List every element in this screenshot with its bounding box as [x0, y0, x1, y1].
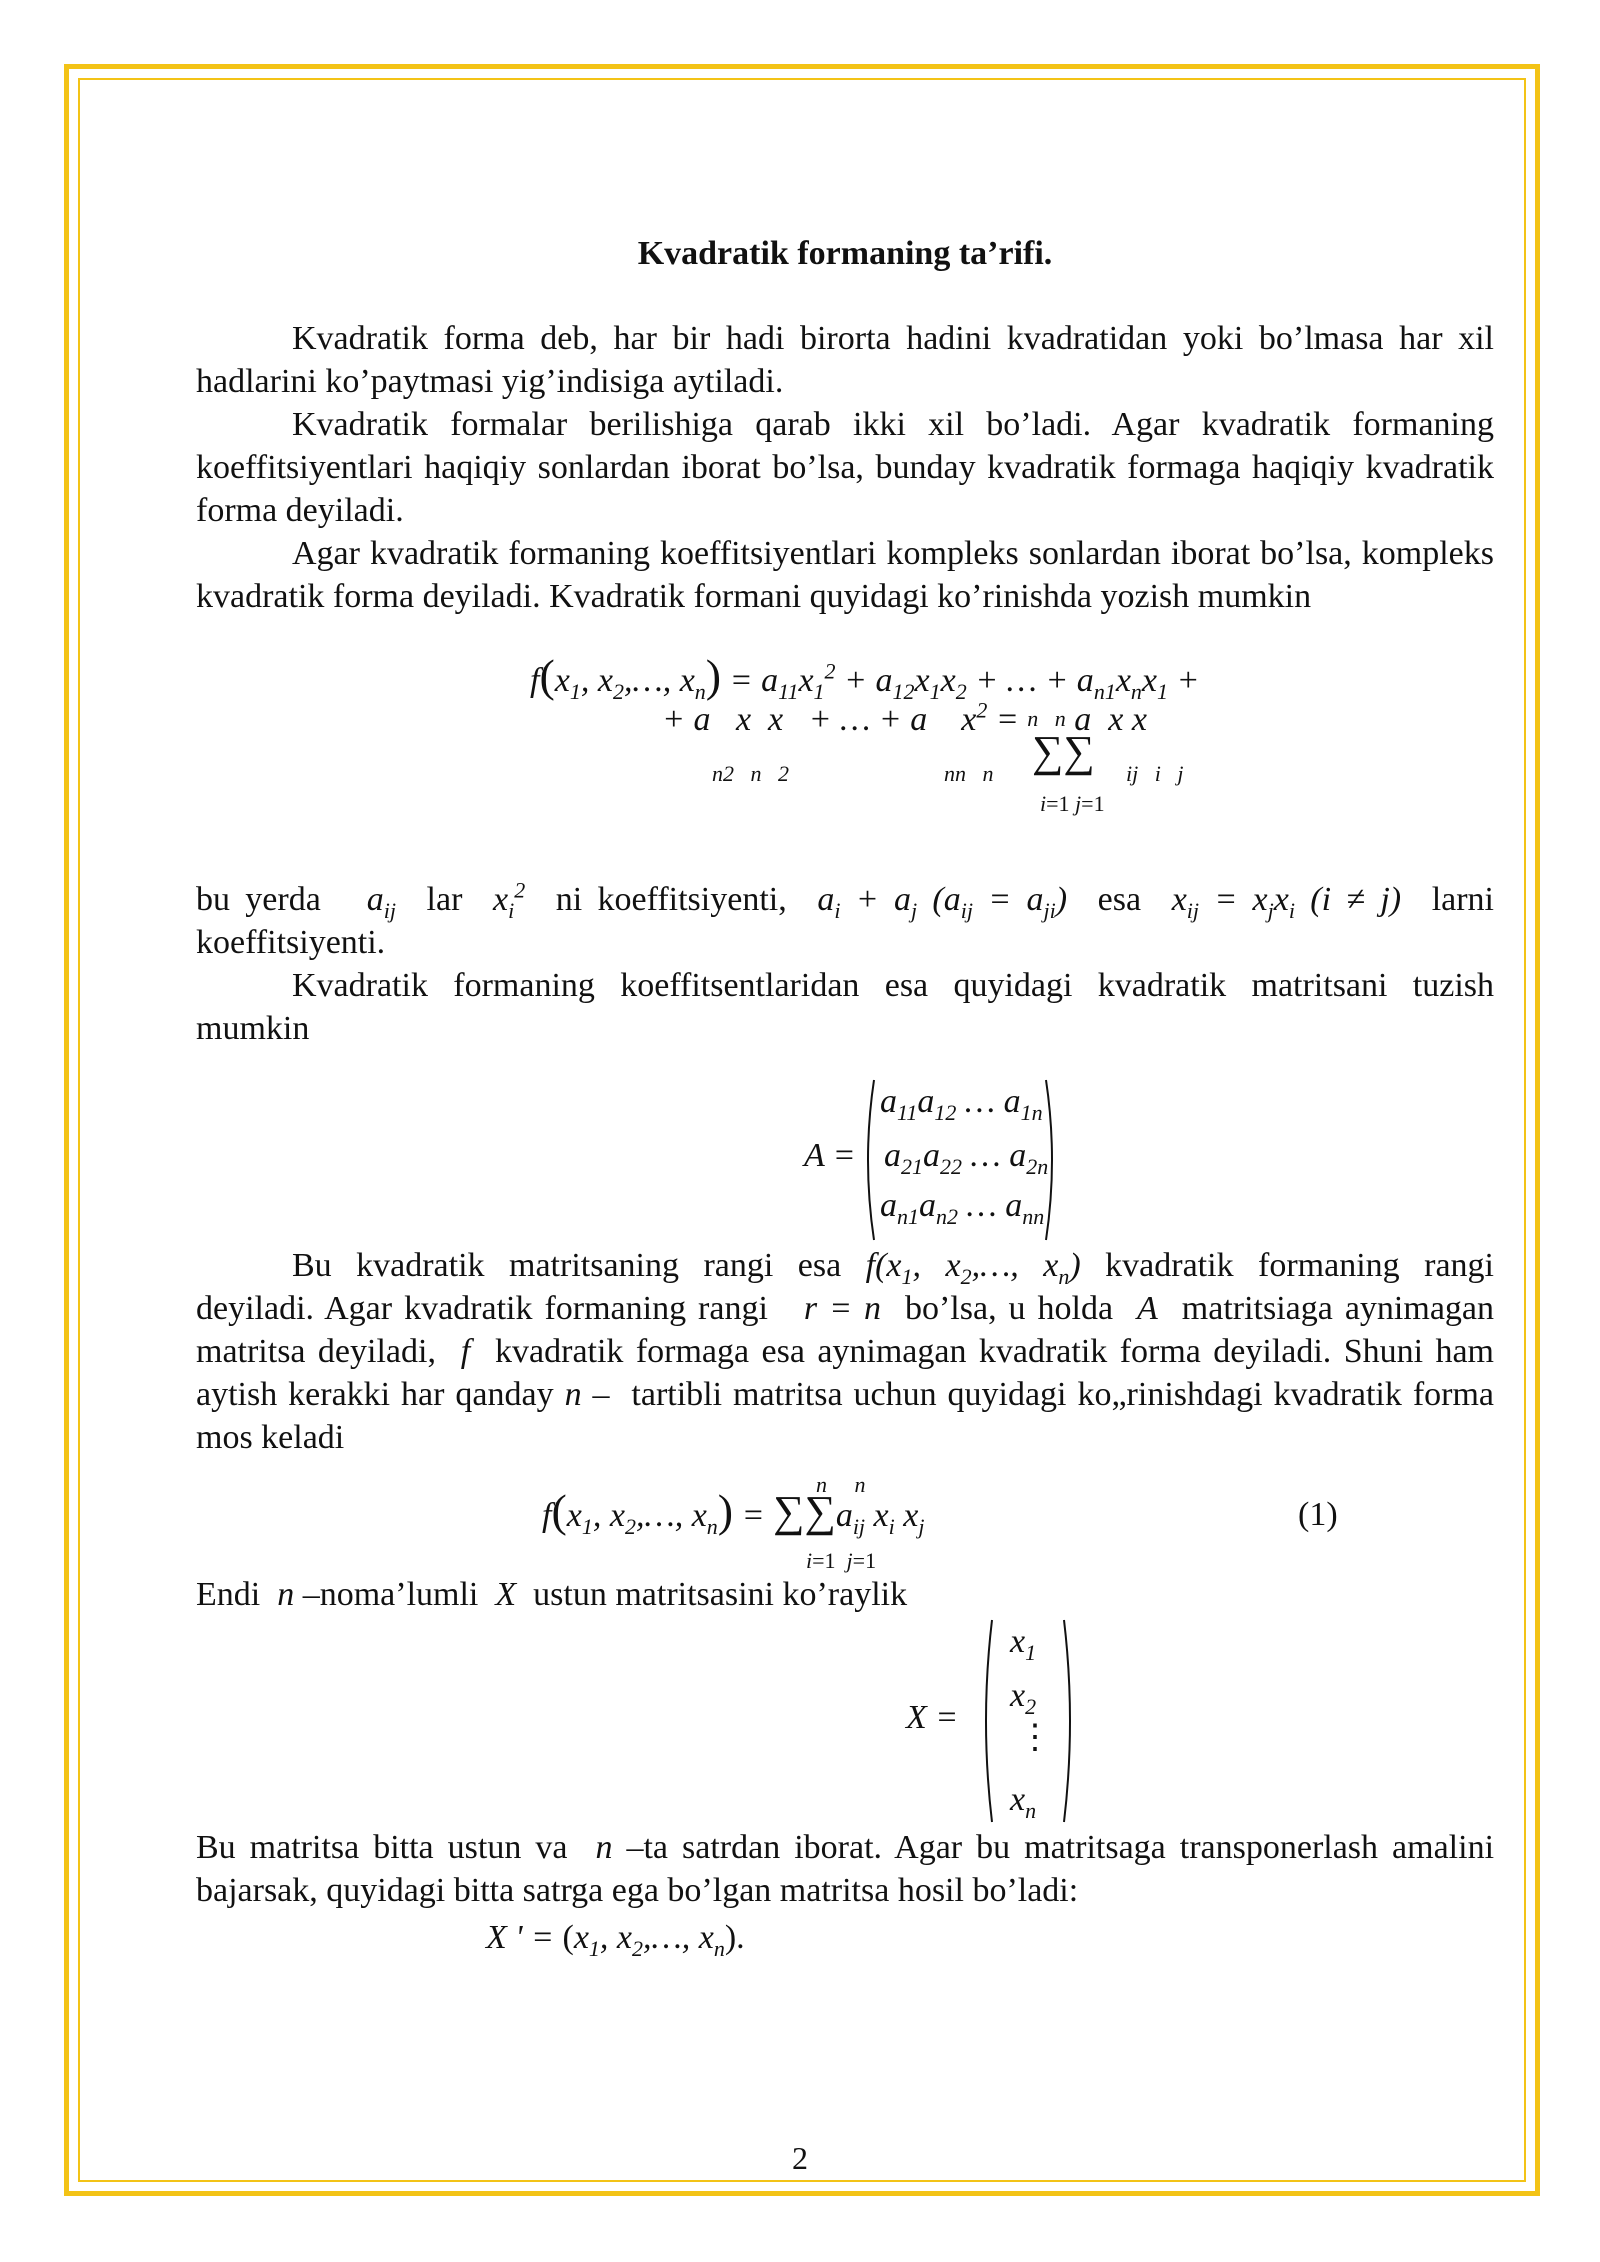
paragraph-nondegenerate: deyiladi. Agar kvadratik formaning rangi r = n bo’lsa, u holda A matritsiaga aynimagan matritsa deyiladi, f kvadratik formaga esa aynimagan kvadratik forma deyiladi. Shuni ham aytish kerakki har qanday n – tartibli matritsa uchun quyidagi ko„rinishdagi kvadratik forma mos keladi	[196, 1290, 1495, 1456]
paragraph-definition: Kvadratik forma deb, har bir hadi birorta hadini kvadratidan yoki bo’lmasa har xil hadlarini ko’paytmasi yig’indisiga aytiladi.	[196, 320, 1494, 400]
paragraph-rank: Bu kvadratik matritsaning rangi esa $f(x_1$, $x_2,\dots$, $x_n$) kvadratik formaning rangi	[292, 1247, 1494, 1289]
paragraph-matrix-intro: Kvadratik formaning koeffitsentlaridan esa quyidagi kvadratik matritsani tuzish mumkin	[196, 967, 1494, 1047]
equation-transpose: X ' = ($x_1$, $x_2,\dots$, $x_n$).	[486, 1919, 745, 1961]
equation-quadratic-form: $f(x_1$, $x_2,\dots$, $x_n) = a_{11}x_1^2 + a_{12}x_1x_2$ + … + $a_{n1}x_nx_1$ + + a x x + … + a $x^2 = n$ n a x x n2 n 2 nn n ∑∑ ij i j i=1 j=1	[530, 650, 1200, 816]
section-title: Kvadratik formaning ta’rifi.	[637, 235, 1053, 272]
paragraph-types: Kvadratik formalar berilishiga qarab ikki xil bo’ladi. Agar kvadratik formaning koeffitsiyentlari haqiqiy sonlardan iborat bo’lsa, bunday kvadratik formaga haqiqiy kvadratik forma deyiladi.	[196, 406, 1494, 529]
equation-1: n n $f(x_1$, $x_2,\dots$, $x_n) = \sum\sum a_{ij}$ $x_i$ $x_j$ i=1 j=1 (1)	[542, 1472, 1338, 1573]
paragraph-transpose: Bu matritsa bitta ustun va n –ta satrdan iborat. Agar bu matritsaga transponerlash amalini bajarsak, quyidagi bitta satrga ega bo’lgan matritsa hosil bo’ladi:	[196, 1829, 1495, 1909]
matrix-a: A = $a_{11}a_{12}$ … $a_{1n}$ $a_{21}a_{22}$ … $a_{2n}$ $a_{n1}a_{n2}$ … $a_{nn}$	[196, 1076, 1494, 1244]
paragraph-coefficients-end: koeffitsiyenti.	[196, 924, 386, 961]
paragraph-column-vector: Endi n –noma’lumli X ustun matritsasini ko’raylik	[196, 1576, 908, 1613]
matrix-x: X = $x_1$ $x_2$ ⋮ $x_n$	[196, 1616, 1494, 1826]
equation-1-number: (1)	[1298, 1496, 1338, 1533]
page-number: 2	[792, 2140, 808, 2176]
paragraph-coefficients: bu yerda $a_{ij}$ lar $x_i^2$ ni koeffitsiyenti, $a_i + a_j$ $(a_{ij} = a_{ji})$ esa $x_{ij} = x_jx_i$ (i ≠ j) larni	[196, 877, 1494, 923]
document-body	[196, 232, 1494, 1972]
paragraph-complex: Agar kvadratik formaning koeffitsiyentlari kompleks sonlardan iborat bo’lsa, kompleks kvadratik forma deyiladi. Kvadratik formani quyidagi ko’rinishda yozish mumkin	[196, 535, 1494, 615]
